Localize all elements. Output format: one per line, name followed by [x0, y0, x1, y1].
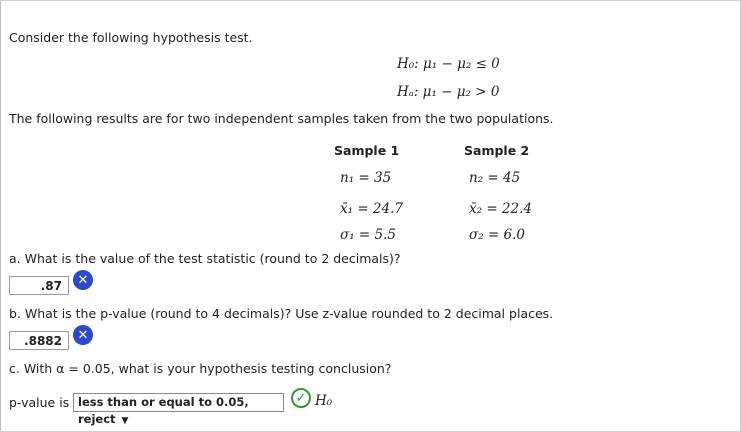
incorrect-icon: ✕ [73, 270, 93, 290]
chevron-down-icon: ▼ [121, 416, 129, 426]
p-value-input[interactable]: .8882 [9, 331, 69, 350]
incorrect-icon: ✕ [73, 325, 93, 345]
sample1-n: n₁ = 35 [340, 170, 392, 186]
correct-icon: ✓ [291, 388, 311, 408]
sample1-mean: x̄₁ = 24.7 [340, 201, 403, 217]
p-value-label: p-value is [9, 395, 70, 410]
sample2-sigma: σ₂ = 6.0 [469, 227, 525, 243]
part-c-prompt: c. With α = 0.05, what is your hypothesis testing conclusion? [9, 361, 392, 376]
part-a-prompt: a. What is the value of the test statistic (round to 2 decimals)? [9, 251, 401, 266]
part-b-prompt: b. What is the p-value (round to 4 decimals)? Use z-value rounded to 2 decimal places. [9, 306, 554, 321]
conclusion-selected-value: less than or equal to 0.05, reject [78, 395, 249, 426]
alternative-hypothesis: Hₐ: μ₁ − μ₂ > 0 [397, 84, 500, 100]
test-statistic-input[interactable]: .87 [9, 276, 69, 295]
intro-text: Consider the following hypothesis test. [9, 30, 253, 45]
sample2-mean: x̄₂ = 22.4 [469, 201, 532, 217]
null-hypothesis: H₀: μ₁ − μ₂ ≤ 0 [397, 56, 500, 72]
sample1-sigma: σ₁ = 5.5 [340, 227, 396, 243]
results-text: The following results are for two independent samples taken from the two populations. [9, 111, 554, 126]
conclusion-select[interactable] [73, 393, 284, 426]
sample1-header: Sample 1 [334, 143, 400, 158]
h0-suffix: H₀ [315, 393, 333, 409]
sample2-n: n₂ = 45 [469, 170, 521, 186]
sample2-header: Sample 2 [464, 143, 530, 158]
